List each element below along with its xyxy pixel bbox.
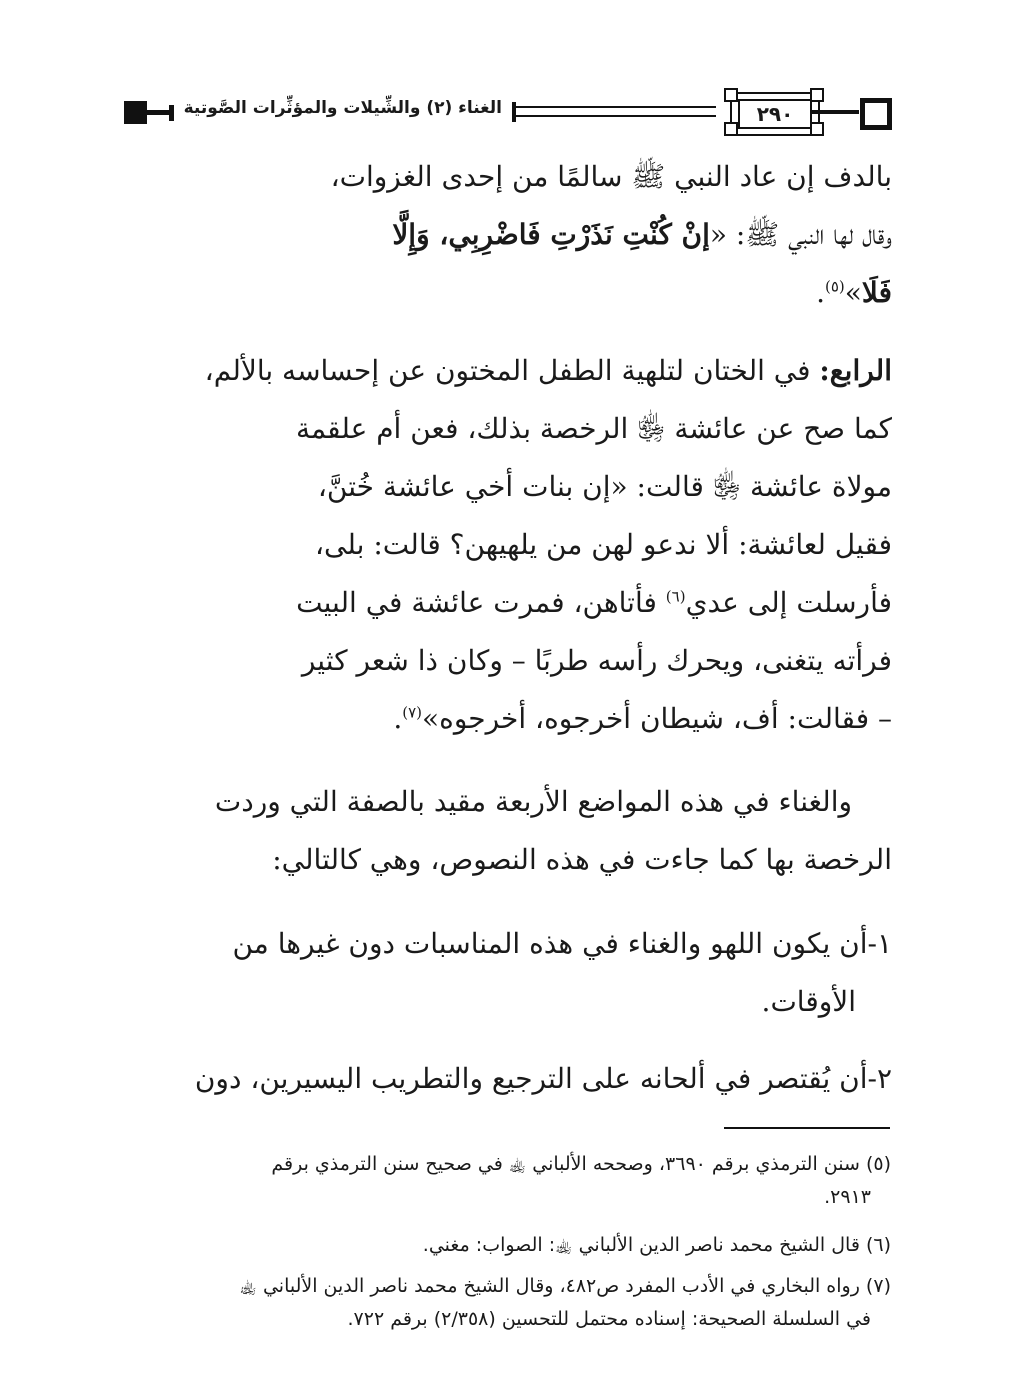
list-item-continuation: الأوقات. xyxy=(761,985,856,1018)
text-line: بالدف إن عاد النبي ﷺ سالمًا من إحدى الغزوات، xyxy=(330,160,892,193)
footnote-ref: (٦) xyxy=(665,587,686,606)
text-line xyxy=(393,702,892,735)
text-segment: فأتاهن، فمرت عائشة في البيت xyxy=(296,586,666,619)
footnote: (٥) سنن الترمذي برقم ٣٦٩٠، وصححه الألباني ﵀ في صحيح سنن الترمذي برقم xyxy=(271,1153,891,1175)
section-label: الرابع: xyxy=(819,354,892,387)
text-line: الرخصة بها كما جاءت في هذه النصوص، وهي كالتالي: xyxy=(272,843,892,876)
footnote-continuation: ٢٩١٣. xyxy=(824,1186,871,1208)
text-segment: . xyxy=(393,702,403,735)
text-segment: فأرسلت إلى عدي xyxy=(685,586,892,619)
text-line: كما صح عن عائشة ﵂ الرخصة بذلك، فعن أم علقمة xyxy=(295,412,892,445)
text-line: فرأته يتغنى، ويحرك رأسه طربًا – وكان ذا شعر كثير xyxy=(301,644,892,677)
text-line: والغناء في هذه المواضع الأربعة مقيد بالصفة التي وردت xyxy=(214,785,852,818)
text-line xyxy=(392,218,892,258)
footnote-separator xyxy=(724,1127,890,1129)
hadith-quote: إنْ كُنْتِ نَذَرْتِ فَاضْرِبِي، وَإِلَّا xyxy=(392,218,710,251)
footnote-continuation: في السلسلة الصحيحة: إسناده محتمل للتحسين (٢/٣٥٨) برقم ٧٢٢. xyxy=(347,1308,871,1330)
footnote-ref: (٧) xyxy=(402,703,423,722)
running-title: الغناء (٢) والشِّيلات والمؤثِّرات الصَّوتية xyxy=(183,98,502,118)
page-number: ٢٩٠ xyxy=(738,99,812,129)
text-line xyxy=(296,586,892,619)
text-segment: وقال لها النبي ﷺ: « xyxy=(709,218,892,251)
text-line xyxy=(816,276,892,309)
footnote: (٧) رواه البخاري في الأدب المفرد ص٤٨٢، وقال الشيخ محمد ناصر الدين الألباني ﵀ xyxy=(239,1275,891,1297)
text-line: فقيل لعائشة: ألا ندعو لهن من يلهيهن؟ قالت: بلى، xyxy=(315,528,892,561)
list-item: ٢-أن يُقتصر في ألحانه على الترجيع والتطريب اليسيرين، دون xyxy=(194,1062,892,1095)
hadith-quote: فَلَا xyxy=(861,276,892,309)
footnote-ref: (٥) xyxy=(824,277,845,296)
text-segment: . xyxy=(816,276,825,309)
text-line xyxy=(205,354,892,387)
text-segment: في الختان لتلهية الطفل المختون عن إحساسه بالألم، xyxy=(204,354,811,387)
text-line: مولاة عائشة ﵂ قالت: «إن بنات أخي عائشة خُتنَّ، xyxy=(317,470,892,503)
list-item: ١-أن يكون اللهو والغناء في هذه المناسبات دون غيرها من xyxy=(232,927,892,960)
footnote: (٦) قال الشيخ محمد ناصر الدين الألباني ﵀: الصواب: مغني. xyxy=(422,1234,891,1256)
text-segment: » xyxy=(844,276,862,309)
text-segment: – فقالت: أف، شيطان أخرجوه، أخرجوه» xyxy=(422,702,892,735)
